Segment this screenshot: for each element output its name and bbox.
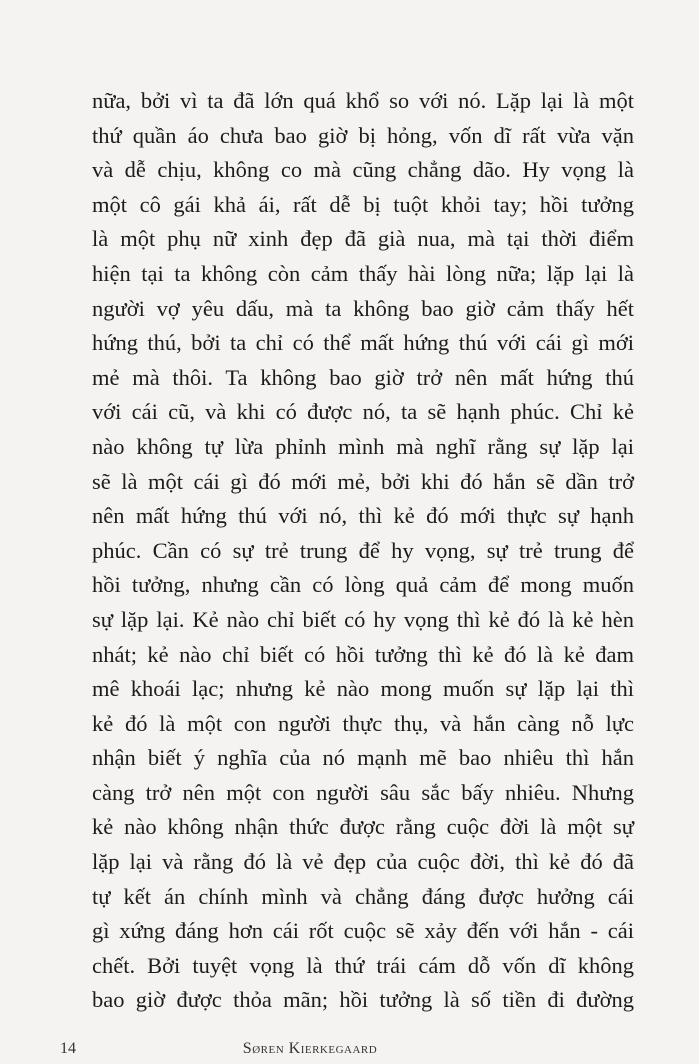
text-line: một cô gái khả ái, rất dễ bị tuột khỏi tay; hồi tưởng [92, 191, 634, 217]
text-line: mẻ mà thôi. Ta không bao giờ trở nên mất hứng thú [92, 364, 634, 390]
text-line: nào không tự lừa phỉnh mình mà nghĩ rằng sự lặp lại [92, 433, 634, 459]
text-line: nhát; kẻ nào chỉ biết có hồi tưởng thì kẻ đó là kẻ đam [92, 641, 634, 667]
text-line: lặp lại và rằng đó là vẻ đẹp của cuộc đời, thì kẻ đó đã [92, 849, 634, 875]
text-line: là một phụ nữ xinh đẹp đã già nua, mà tại thời điểm [92, 226, 634, 252]
text-line: chết. Bởi tuyệt vọng là thứ trái cám dỗ vốn dĩ không [92, 952, 634, 978]
text-line: hứng thú, bởi ta chỉ có thể mất hứng thú với cái gì mới [92, 330, 634, 356]
text-line: với cái cũ, và khi có được nó, ta sẽ hạnh phúc. Chỉ kẻ [92, 399, 634, 425]
text-line: tự kết án chính mình và chẳng đáng được hưởng cái [92, 883, 634, 909]
text-line: nhận biết ý nghĩa của nó mạnh mẽ bao nhiêu thì hắn [92, 745, 634, 771]
text-line: sự lặp lại. Kẻ nào chỉ biết có hy vọng thì kẻ đó là kẻ hèn [92, 606, 634, 632]
page-number: 14 [60, 1040, 76, 1057]
text-line: sẽ là một cái gì đó mới mẻ, bởi khi đó hắn sẽ dần trở [92, 468, 634, 494]
running-head: Søren Kierkegaard [242, 1040, 378, 1057]
text-line: và dễ chịu, không co mà cũng chẳng dão. Hy vọng là [92, 157, 634, 183]
text-line: phúc. Cần có sự trẻ trung để hy vọng, sự trẻ trung để [92, 537, 634, 563]
body-text [92, 84, 634, 1018]
text-line: nên mất hứng thú với nó, thì kẻ đó mới thực sự hạnh [92, 503, 634, 529]
text-line: nữa, bởi vì ta đã lớn quá khổ so với nó. Lặp lại là một [92, 88, 634, 113]
text-line: kẻ nào không nhận thức được rằng cuộc đời là một sự [92, 814, 634, 840]
text-line: người vợ yêu dấu, mà ta không bao giờ cảm thấy hết [92, 295, 634, 321]
text-line: gì xứng đáng hơn cái rốt cuộc sẽ xảy đến với hắn - cái [92, 918, 634, 944]
text-line: mê khoái lạc; nhưng kẻ nào mong muốn sự lặp lại thì [92, 676, 634, 702]
text-line: hồi tưởng, nhưng cần có lòng quả cảm để mong muốn [92, 572, 634, 598]
text-line: kẻ đó là một con người thực thụ, và hắn càng nỗ lực [92, 710, 634, 736]
text-line: càng trở nên một con người sâu sắc bấy nhiêu. Nhưng [92, 779, 634, 805]
text-line: bao giờ được thỏa mãn; hồi tưởng là số tiền đi đường [92, 987, 634, 1013]
text-line: hiện tại ta không còn cảm thấy hài lòng nữa; lặp lại là [92, 260, 634, 286]
text-line: thứ quần áo chưa bao giờ bị hỏng, vốn dĩ rất vừa vặn [92, 122, 634, 148]
